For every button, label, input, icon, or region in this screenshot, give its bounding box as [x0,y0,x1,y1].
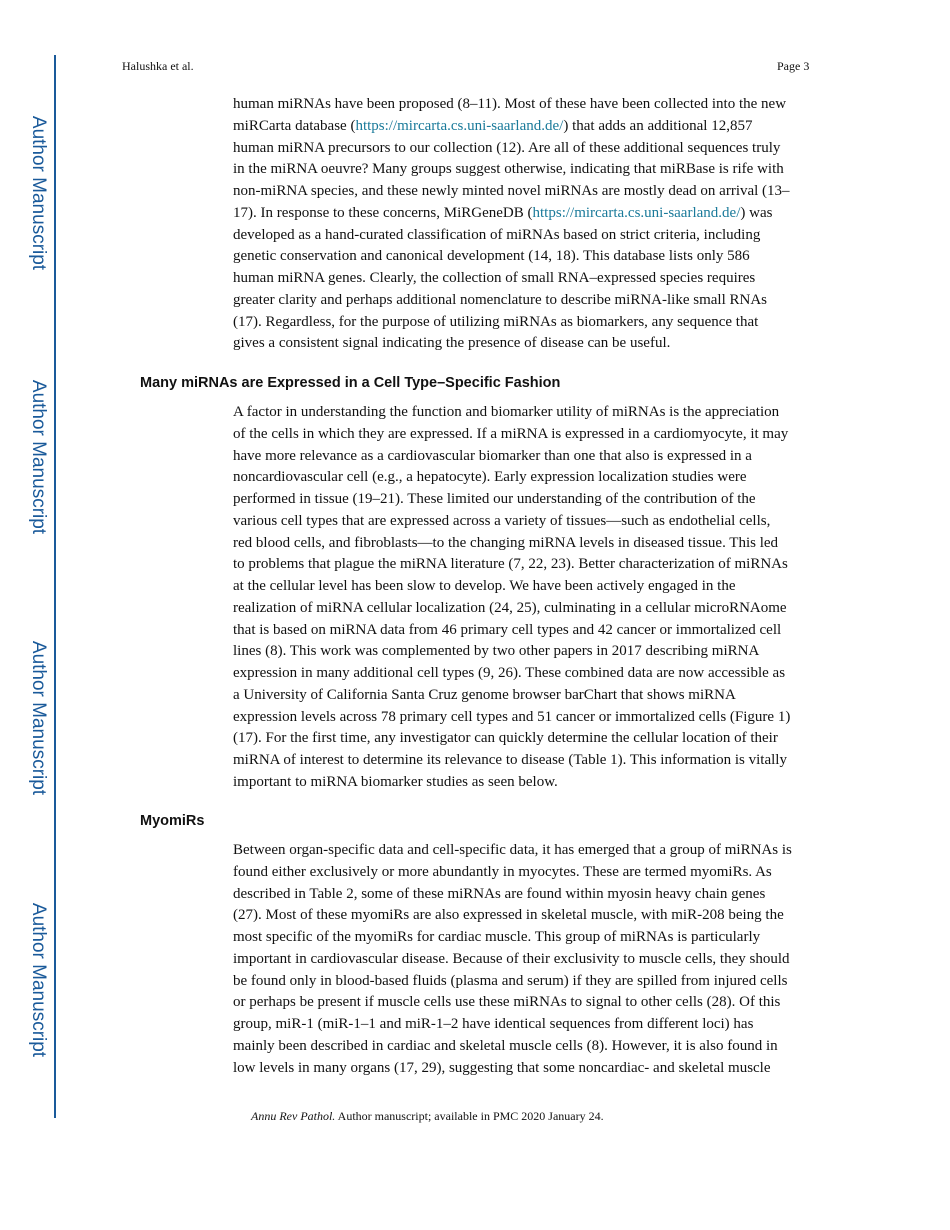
text-segment: 17). In response to these concerns, MiRGeneDB ( [233,204,533,221]
text-line: of the cells in which they are expressed. If a miRNA is expressed in a cardiomyocyte, it may [233,425,789,442]
footer [251,1109,604,1124]
text-line: greater clarity and perhaps additional nomenclature to describe miRNA-like small RNAs [233,291,768,308]
text-line: expression in many additional cell types (9, 26). These combined data are now accessible as [233,665,786,681]
text-line: group, miR-1 (miR-1–1 and miR-1–2 have identical sequences from different loci) has [233,1016,754,1032]
sidebar-rule [54,55,56,1118]
journal-name: Annu Rev Pathol. [251,1109,336,1123]
footer-text: Author manuscript; available in PMC 2020 January 24. [335,1109,604,1123]
text-line: developed as a hand-curated classification of miRNAs based on strict criteria, including [233,226,761,243]
text-line: at the cellular level has been slow to develop. We have been actively engaged in the [233,578,736,594]
section-heading: MyomiRs [140,813,205,829]
text-line: human miRNAs have been proposed (8–11). Most of these have been collected into the new [233,96,787,112]
text-line: a University of California Santa Cruz genome browser barChart that shows miRNA [233,686,736,703]
url-link[interactable]: https://mircarta.cs.uni-saarland.de/ [355,117,564,134]
text-segment: ) that adds an additional 12,857 [563,117,753,134]
text-segment: miRCarta database ( [233,117,356,134]
running-header-authors: Halushka et al. [122,59,194,73]
text-line: important in cardiovascular disease. Because of their exclusivity to muscle cells, they should [233,950,790,967]
text-line: noncardiovascular cell (e.g., a hepatocyte). Early expression localization studies were [233,469,747,486]
text-line [233,117,752,135]
text-line: in the miRNA oeuvre? Many groups suggest otherwise, indicating that miRBase is rife with [233,161,784,178]
page-number: Page 3 [777,59,810,73]
text-segment: ) was [740,204,773,221]
text-line: (27). Most of these myomiRs are also expressed in skeletal muscle, with miR-208 being the [233,907,784,924]
url-link[interactable]: https://mircarta.cs.uni-saarland.de/ [532,204,741,221]
text-line: (17). Regardless, for the purpose of utilizing miRNAs as biomarkers, any sequence that [233,313,759,330]
text-line: various cell types that are expressed across a variety of tissues—such as endothelial cells, [233,512,771,529]
text-line: performed in tissue (19–21). These limited our understanding of the contribution of the [233,491,756,507]
text-line: Between organ-specific data and cell-specific data, it has emerged that a group of miRNAs is [233,842,792,858]
text-line: found either exclusively or more abundantly in myocytes. These are termed myomiRs. As [233,863,772,880]
text-line: (17). For the first time, any investigator can quickly determine the cellular location of their [233,730,778,747]
section-heading: Many miRNAs are Expressed in a Cell Type–Specific Fashion [140,375,561,391]
text-line: lines (8). This work was complemented by two other papers in 2017 describing miRNA [233,643,760,660]
text-line: human miRNA precursors to our collection (12). Are all of these additional sequences truly [233,139,781,156]
text-line: gives a consistent signal indicating the presence of disease can be useful. [233,335,671,352]
text-line: that is based on miRNA data from 46 primary cell types and 42 cancer or immortalized cell [233,621,782,638]
text-line: most specific of the myomiRs for cardiac muscle. This group of miRNAs is particularly [233,929,761,945]
text-line: to problems that plague the miRNA literature (7, 22, 23). Better characterization of miRNAs [233,556,788,573]
text-line: expression levels across 78 primary cell types and 51 cancer or immortalized cells (Figure 1) [233,708,791,725]
text-line: mainly been described in cardiac and skeletal muscle cells (8). However, it is also found in [233,1037,778,1054]
text-line: described in Table 2, some of these miRNAs are found within myosin heavy chain genes [233,885,766,902]
text-line: genetic conservation and canonical development (14, 18). This database lists only 586 [233,248,750,265]
text-line: red blood cells, and fibroblasts—to the changing miRNA levels in diseased tissue. This led [233,534,779,551]
text-line: important to miRNA biomarker studies as seen below. [233,773,558,790]
text-line: low levels in many organs (17, 29), suggesting that some noncardiac- and skeletal muscle [233,1059,771,1076]
text-line: non-miRNA species, and these newly minted novel miRNAs are mostly dead on arrival (13– [233,183,790,199]
text-line: A factor in understanding the function and biomarker utility of miRNAs is the appreciation [233,404,780,420]
text-line: or perhaps be present if muscle cells use these miRNAs to signal to other cells (28). Of this [233,994,781,1011]
text-line: realization of miRNA cellular localization (24, 25), culminating in a cellular microRNAome [233,599,787,616]
text-line [233,204,772,222]
text-line: have more relevance as a cardiovascular biomarker than one that also is expressed in a [233,447,752,464]
text-line: be found only in blood-based fluids (plasma and serum) if they are spilled from injured cells [233,972,788,989]
text-line: human miRNA genes. Clearly, the collection of small RNA–expressed species requires [233,270,756,286]
text-line: miRNA of interest to determine its relevance to disease (Table 1). This information is vitally [233,752,787,768]
